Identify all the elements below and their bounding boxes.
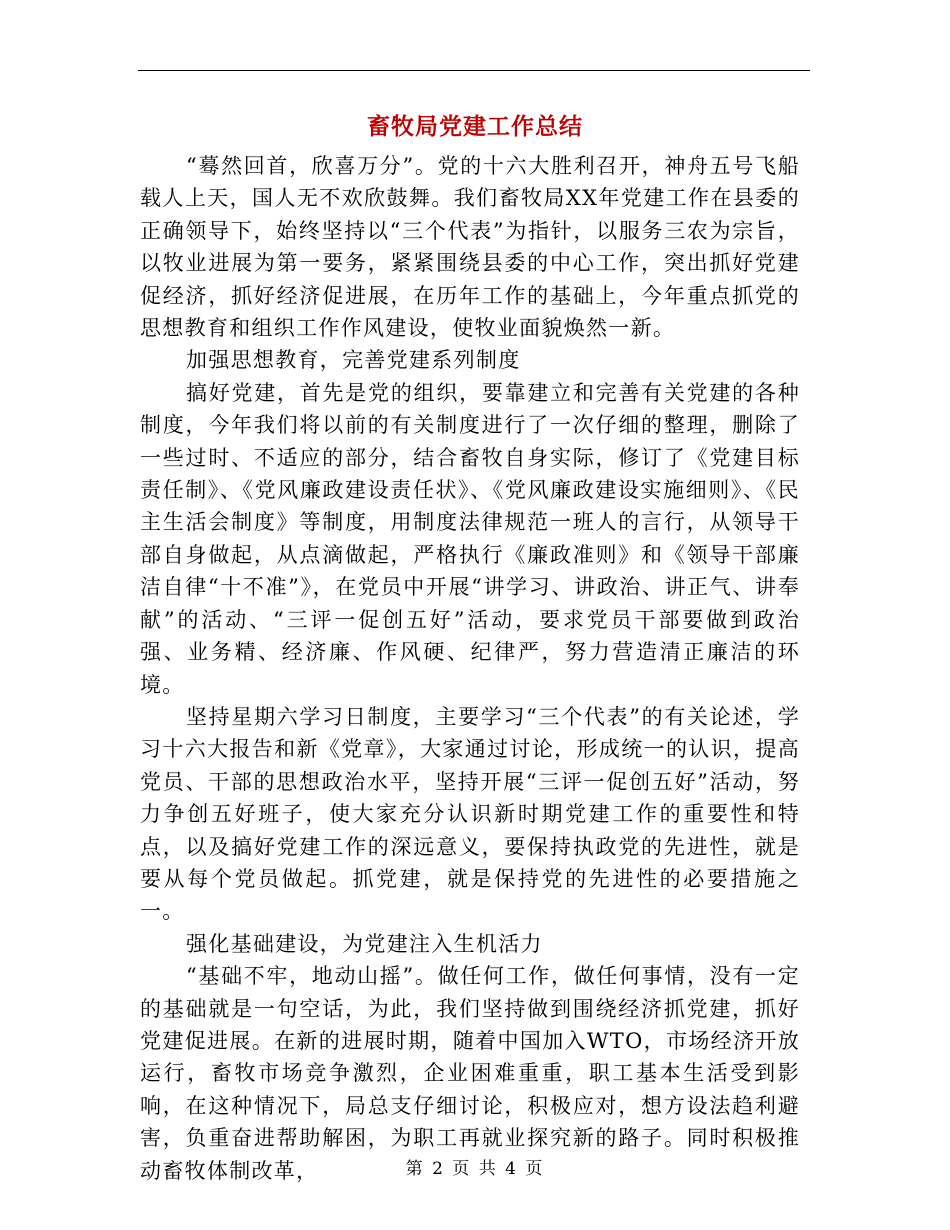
paragraph: 搞好党建，首先是党的组织，要靠建立和完善有关党建的各种制度，今年我们将以前的有关制度进行了一次仔细的整理，删除了一些过时、不适应的部分，结合畜牧自身实际，修订了《党建目标责任制》、《党风廉政建设责任状》、《党风廉政建设实施细则》、《民主生活会制度》等制度，用制度法律规范一班人的言行，从领导干部自身做起，从点滴做起，严格执行《廉政准则》和《领导干部廉洁自律“十不准”》，在党员中开展“讲学习、讲政治、讲正气、讲奉献”的活动、“三评一促创五好”活动，要求党员干部要做到政治强、业务精、经济廉、作风硬、纪律严，努力营造清正廉洁的环境。: [140, 380, 800, 697]
document-title: 畜牧局党建工作总结: [367, 114, 583, 140]
section-heading: 强化基础建设，为党建注入生机活力: [186, 931, 543, 956]
page-number-footer: 第 2 页 共 4 页: [405, 1159, 545, 1179]
paragraph: “蓦然回首，欣喜万分”。党的十六大胜利召开，神舟五号飞船载人上天，国人无不欢欣鼓舞。我们畜牧局XX年党建工作在县委的正确领导下，始终坚持以“三个代表”为指针，以服务三农为宗旨，以牧业进展为第一要务，紧紧围绕县委的中心工作，突出抓好党建促经济，抓好经济促进展，在历年工作的基础上，今年重点抓党的思想教育和组织工作作风建设，使牧业面貌焕然一新。: [140, 154, 800, 341]
paragraph: 坚持星期六学习日制度，主要学习“三个代表”的有关论述，学习十六大报告和新《党章》，大家通过讨论，形成统一的认识，提高党员、干部的思想政治水平，坚持开展“三评一促创五好”活动，努力争创五好班子，使大家充分认识新时期党建工作的重要性和特点，以及搞好党建工作的深远意义，要保持执政党的先进性，就是要从每个党员做起。抓党建，就是保持党的先进性的必要措施之一。: [140, 704, 800, 924]
paragraph: “基础不牢，地动山摇”。做任何工作，做任何事情，没有一定的基础就是一句空话，为此，我们坚持做到围绕经济抓党建，抓好党建促进展。在新的进展时期，随着中国加入WTO，市场经济开放运行，畜牧市场竞争激烈，企业困难重重，职工基本生活受到影响，在这种情况下，局总支仔细讨论，积极应对，想方设法趋利避害，负重奋进帮助解困，为职工再就业探究新的路子。同时积极推动畜牧体制改革，: [140, 964, 800, 1183]
section-heading: 加强思想教育，完善党建系列制度: [186, 348, 521, 373]
document-body: [140, 150, 800, 1187]
header-rule: [138, 70, 810, 71]
